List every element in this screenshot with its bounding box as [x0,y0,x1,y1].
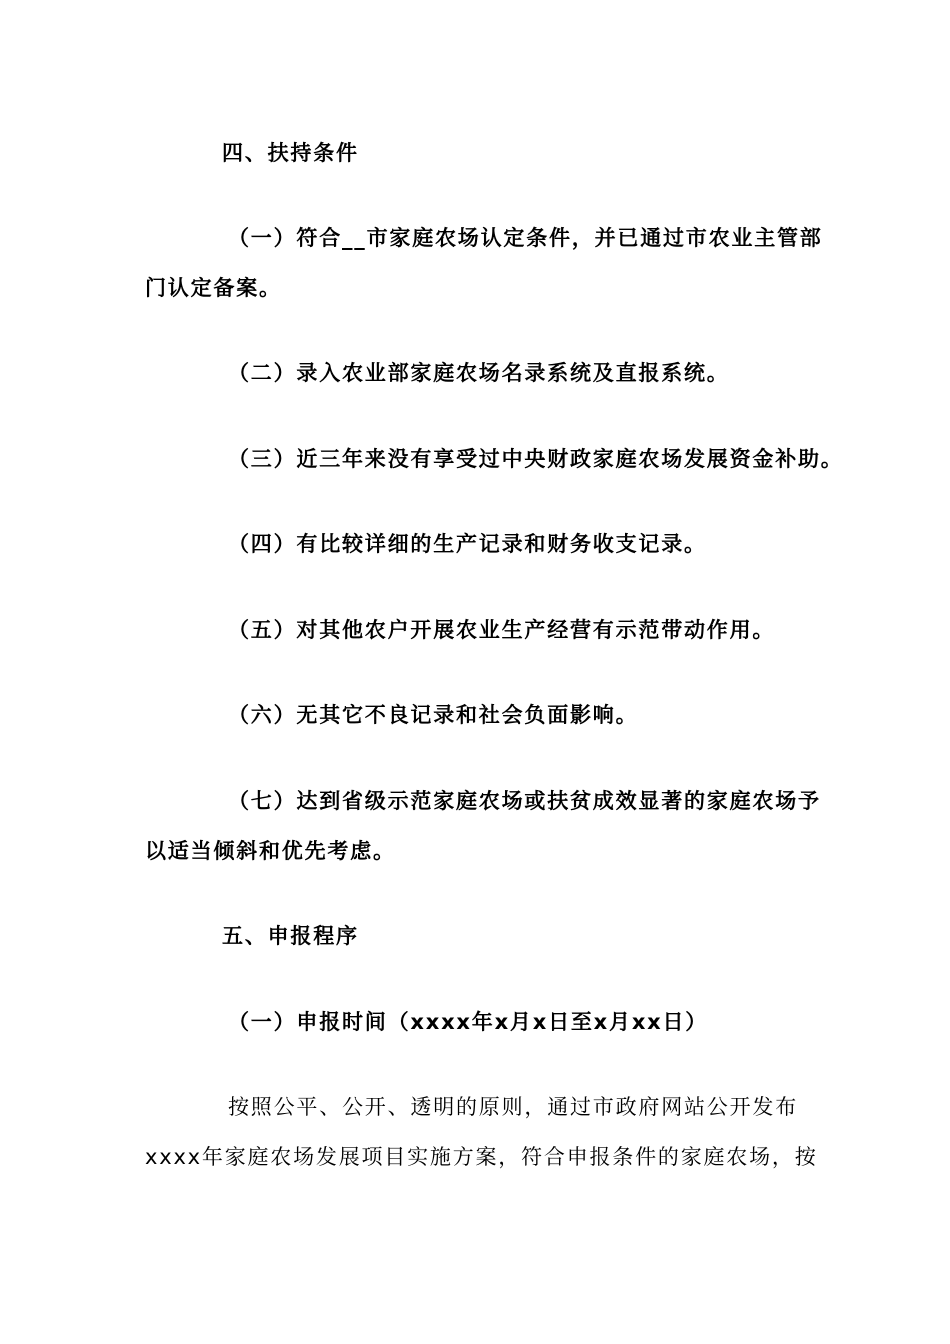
procedure-subheading-application-time: （一）申报时间（xxxx年x月x日至x月xx日） [228,1010,709,1034]
procedure-paragraph-line-1: 按照公平、公开、透明的原则，通过市政府网站公开发布 [228,1095,798,1119]
section-heading-support-conditions: 四、扶持条件 [222,141,359,165]
section-heading-application-procedure: 五、申报程序 [222,924,359,948]
condition-item-6: （六）无其它不良记录和社会负面影响。 [228,703,639,727]
condition-item-7-line-2: 以适当倾斜和优先考虑。 [145,839,396,863]
procedure-paragraph-line-2: xxxx年家庭农场发展项目实施方案，符合申报条件的家庭农场，按 [145,1145,818,1169]
condition-item-5: （五）对其他农户开展农业生产经营有示范带动作用。 [228,618,776,642]
condition-item-1-line-1: （一）符合__市家庭农场认定条件，并已通过市农业主管部 [228,226,823,250]
condition-item-2: （二）录入农业部家庭农场名录系统及直报系统。 [228,361,730,385]
condition-item-4: （四）有比较详细的生产记录和财务收支记录。 [228,532,707,556]
condition-item-3: （三）近三年来没有享受过中央财政家庭农场发展资金补助。 [228,447,844,471]
condition-item-1-line-2: 门认定备案。 [145,276,282,300]
condition-item-7-line-1: （七）达到省级示范家庭农场或扶贫成效显著的家庭农场予 [228,789,821,813]
